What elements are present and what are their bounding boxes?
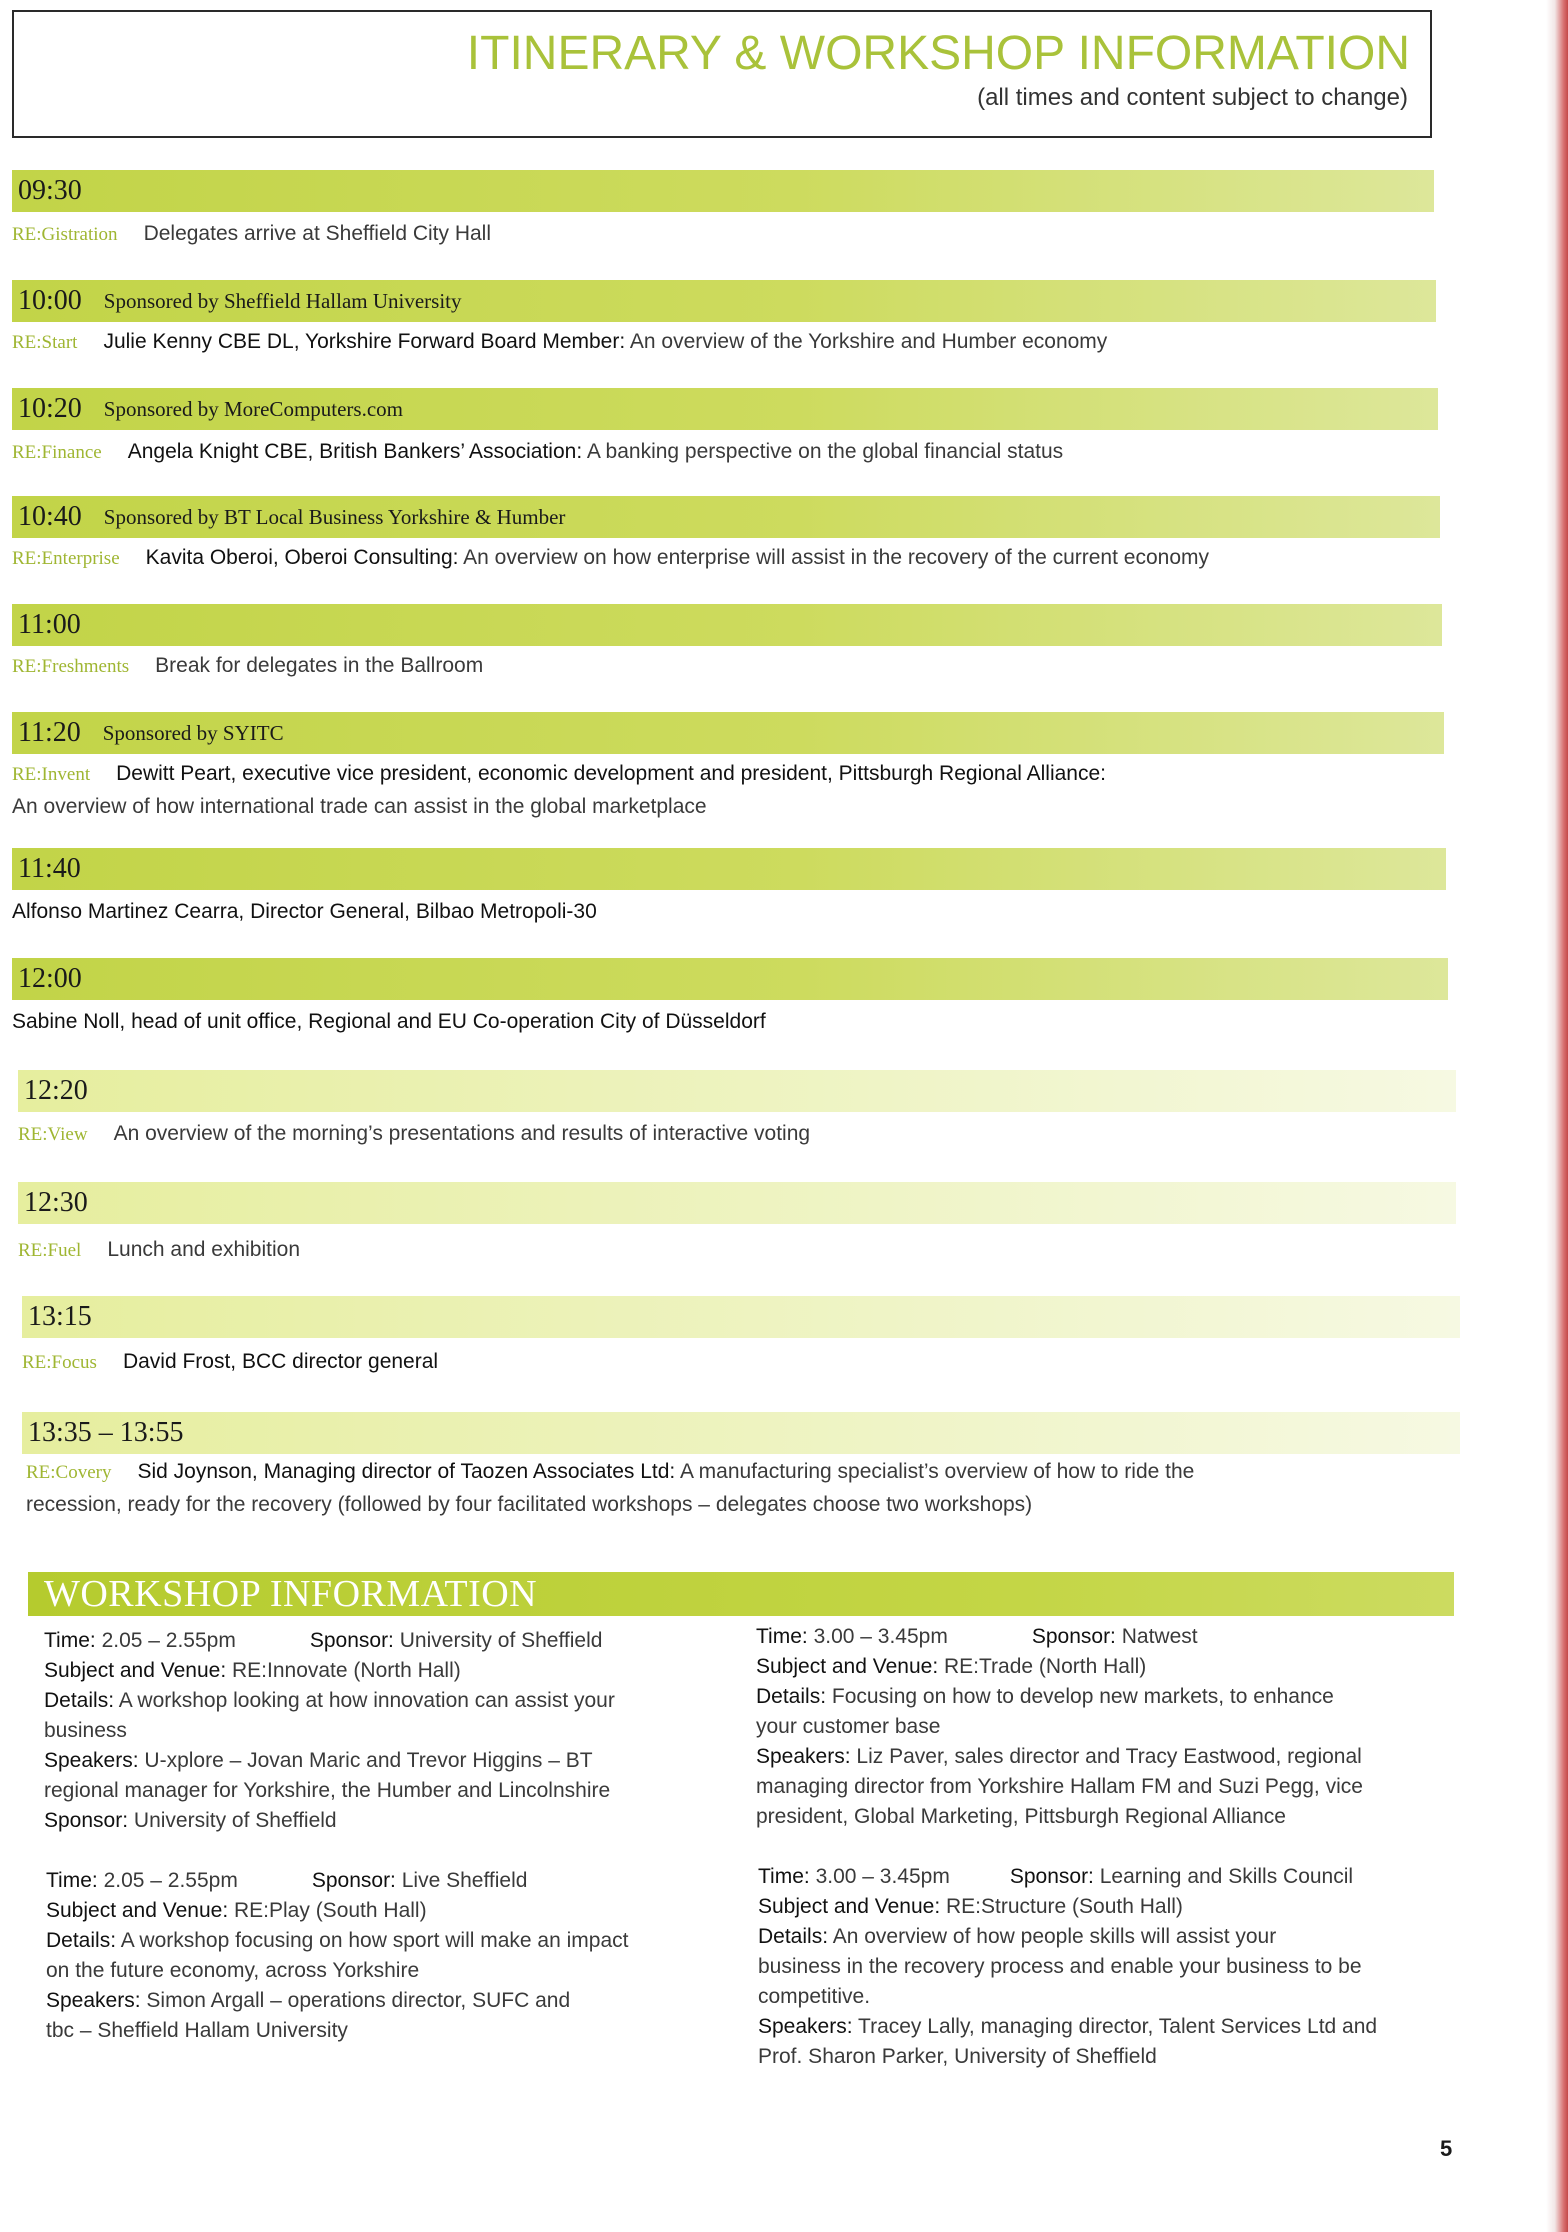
details-label: Details: [758,1925,829,1948]
time: 10:00 [18,285,82,316]
description: An overview of the Yorkshire and Humber economy [629,330,1108,353]
sponsor-line: Sponsored by MoreComputers.com [103,396,404,421]
time-label: Time: [44,1629,96,1652]
schedule-row-1230 [18,1234,1448,1267]
time-band-0930 [12,170,1434,212]
header-box [12,10,1432,138]
speakers-line: U-xplore – Jovan Maric and Trevor Higgins – BT [144,1749,593,1772]
time-band-1220 [18,1070,1456,1112]
details-line: A workshop looking at how innovation can assist your [118,1689,615,1712]
sponsor-label: Sponsor: [1031,1625,1116,1648]
speakers-line: regional manager for Yorkshire, the Humber and Lincolnshire [44,1779,611,1802]
sponsor-value: Natwest [1121,1625,1198,1648]
time-value: 3.00 – 3.45pm [815,1865,950,1888]
time: 09:30 [18,175,82,206]
re-label: RE:Fuel [18,1240,82,1261]
details-line: on the future economy, across Yorkshire [46,1959,420,1982]
sponsor-line: Sponsored by BT Local Business Yorkshire & Humber [103,504,566,529]
schedule-row-1140 [12,896,1442,928]
subject-value: RE:Play (South Hall) [234,1899,427,1922]
time-band-1020 [12,388,1438,430]
description: A banking perspective on the global financial status [586,440,1064,463]
time-band-1140 [12,848,1446,890]
description: A manufacturing specialist’s overview of how to ride the [679,1460,1195,1483]
page-title: ITINERARY & WORKSHOP INFORMATION [466,27,1410,80]
details-line: business in the recovery process and enable your business to be [758,1955,1362,1978]
speaker: Sid Joynson, Managing director of Taozen Associates Ltd: [137,1460,676,1483]
time-band-1120 [12,712,1444,754]
page-subtitle: (all times and content subject to change) [977,84,1408,111]
page-number: 5 [1440,2136,1453,2161]
time-label: Time: [758,1865,810,1888]
speakers-line: Liz Paver, sales director and Tracy Eastwood, regional [856,1745,1362,1768]
details-line: business [44,1719,127,1742]
schedule-row-1335 [26,1456,1456,1521]
speaker: Julie Kenny CBE DL, Yorkshire Forward Board Member: [103,330,626,353]
details-line: An overview of how people skills will assist your [832,1925,1277,1948]
schedule-row-1000 [12,326,1442,359]
speaker: Dewitt Peart, executive vice president, economic development and president, Pittsburgh Regional Alliance: [116,762,1106,785]
re-label: RE:Focus [22,1352,97,1373]
sponsor-label: Sponsor: [1009,1865,1094,1888]
subject-value: RE:Trade (North Hall) [944,1655,1147,1678]
re-label: RE:Gistration [12,224,118,245]
page-edge [1546,0,1568,2232]
time-value: 2.05 – 2.55pm [101,1629,236,1652]
subject-label: Subject and Venue: [44,1659,227,1682]
speaker: David Frost, BCC director general [122,1350,439,1373]
sponsor-label: Sponsor: [309,1629,394,1652]
details-label: Details: [756,1685,827,1708]
schedule-row-1220 [18,1118,1448,1151]
speakers-label: Speakers: [756,1745,851,1768]
description: Break for delegates in the Ballroom [155,654,484,677]
workshop-innovate [44,1626,734,1836]
schedule-row-1040 [12,542,1442,575]
subject-value: RE:Structure (South Hall) [946,1895,1183,1918]
description: An overview of how international trade can assist in the global marketplace [12,795,707,818]
time-band-1000 [12,280,1436,322]
time-band-1200 [12,958,1448,1000]
re-label: RE:Covery [26,1462,112,1483]
re-label: RE:Invent [12,764,91,785]
time-band-1230 [18,1182,1456,1224]
subject-value: RE:Innovate (North Hall) [232,1659,461,1682]
schedule-row-1020 [12,436,1442,469]
time-label: Time: [756,1625,808,1648]
schedule-row-1315 [22,1346,1452,1379]
speaker: Kavita Oberoi, Oberoi Consulting: [145,546,459,569]
time: 12:00 [18,963,82,994]
speaker: Alfonso Martinez Cearra, Director General, Bilbao Metropoli-30 [12,900,597,923]
time-band-1040 [12,496,1440,538]
workshop-heading-bar [28,1572,1454,1616]
time-value: 3.00 – 3.45pm [813,1625,948,1648]
schedule-row-1120 [12,758,1442,823]
sponsor-label: Sponsor: [311,1869,396,1892]
sponsor-value: Live Sheffield [401,1869,528,1892]
details-line: A workshop focusing on how sport will make an impact [120,1929,629,1952]
speaker: Sabine Noll, head of unit office, Regional and EU Co-operation City of Düsseldorf [12,1010,766,1033]
sponsor-line: Sponsored by Sheffield Hallam University [103,288,462,313]
subject-label: Subject and Venue: [758,1895,941,1918]
time: 12:30 [24,1187,88,1218]
speakers-line: Prof. Sharon Parker, University of Sheffield [758,2045,1157,2068]
details-line: your customer base [756,1715,941,1738]
description: An overview on how enterprise will assist in the recovery of the current economy [463,546,1209,569]
speakers-line: president, Global Marketing, Pittsburgh Regional Alliance [756,1805,1286,1828]
re-label: RE:View [18,1124,88,1145]
description: An overview of the morning’s presentations and results of interactive voting [113,1122,811,1145]
time: 11:00 [18,609,81,640]
re-label: RE:Start [12,332,78,353]
details-line: competitive. [758,1985,871,2008]
schedule-row-1200 [12,1006,1442,1038]
time-band-1315 [22,1296,1460,1338]
description: Delegates arrive at Sheffield City Hall [143,222,492,245]
re-label: RE:Enterprise [12,548,120,569]
speakers-line: Simon Argall – operations director, SUFC and [146,1989,571,2012]
schedule-row-1100 [12,650,1442,683]
speakers-line: Tracey Lally, managing director, Talent Services Ltd and [858,2015,1378,2038]
details-label: Details: [46,1929,117,1952]
sponsor-label: Sponsor: [44,1809,129,1832]
time: 11:40 [18,853,81,884]
schedule-row-0930 [12,218,1442,251]
speakers-label: Speakers: [46,1989,141,2012]
time-band-1335 [22,1412,1460,1454]
speakers-label: Speakers: [758,2015,853,2038]
sponsor-value: Learning and Skills Council [1099,1865,1354,1888]
sponsor-value: University of Sheffield [133,1809,337,1832]
details-label: Details: [44,1689,115,1712]
speakers-line: tbc – Sheffield Hallam University [46,2019,348,2042]
time-value: 2.05 – 2.55pm [103,1869,238,1892]
time-label: Time: [46,1869,98,1892]
speaker: Angela Knight CBE, British Bankers’ Association: [127,440,583,463]
sponsor-line: Sponsored by SYITC [102,720,284,745]
time: 10:40 [18,501,82,532]
workshop-trade [756,1622,1456,1832]
time: 12:20 [24,1075,88,1106]
speakers-label: Speakers: [44,1749,139,1772]
time: 13:15 [28,1301,92,1332]
time: 11:20 [18,717,81,748]
subject-label: Subject and Venue: [756,1655,939,1678]
workshop-heading: WORKSHOP INFORMATION [44,1573,538,1615]
re-label: RE:Freshments [12,656,130,677]
speakers-line: managing director from Yorkshire Hallam FM and Suzi Pegg, vice [756,1775,1363,1798]
time-band-1100 [12,604,1442,646]
description: Lunch and exhibition [107,1238,300,1261]
description-cont: recession, ready for the recovery (followed by four facilitated workshops – delegates choose two workshops) [26,1493,1033,1516]
time: 10:20 [18,393,82,424]
subject-label: Subject and Venue: [46,1899,229,1922]
re-label: RE:Finance [12,442,102,463]
time: 13:35 – 13:55 [28,1417,184,1448]
sponsor-value: University of Sheffield [399,1629,603,1652]
workshop-play [46,1866,736,2046]
workshop-structure [758,1862,1458,2072]
details-line: Focusing on how to develop new markets, to enhance [831,1685,1334,1708]
